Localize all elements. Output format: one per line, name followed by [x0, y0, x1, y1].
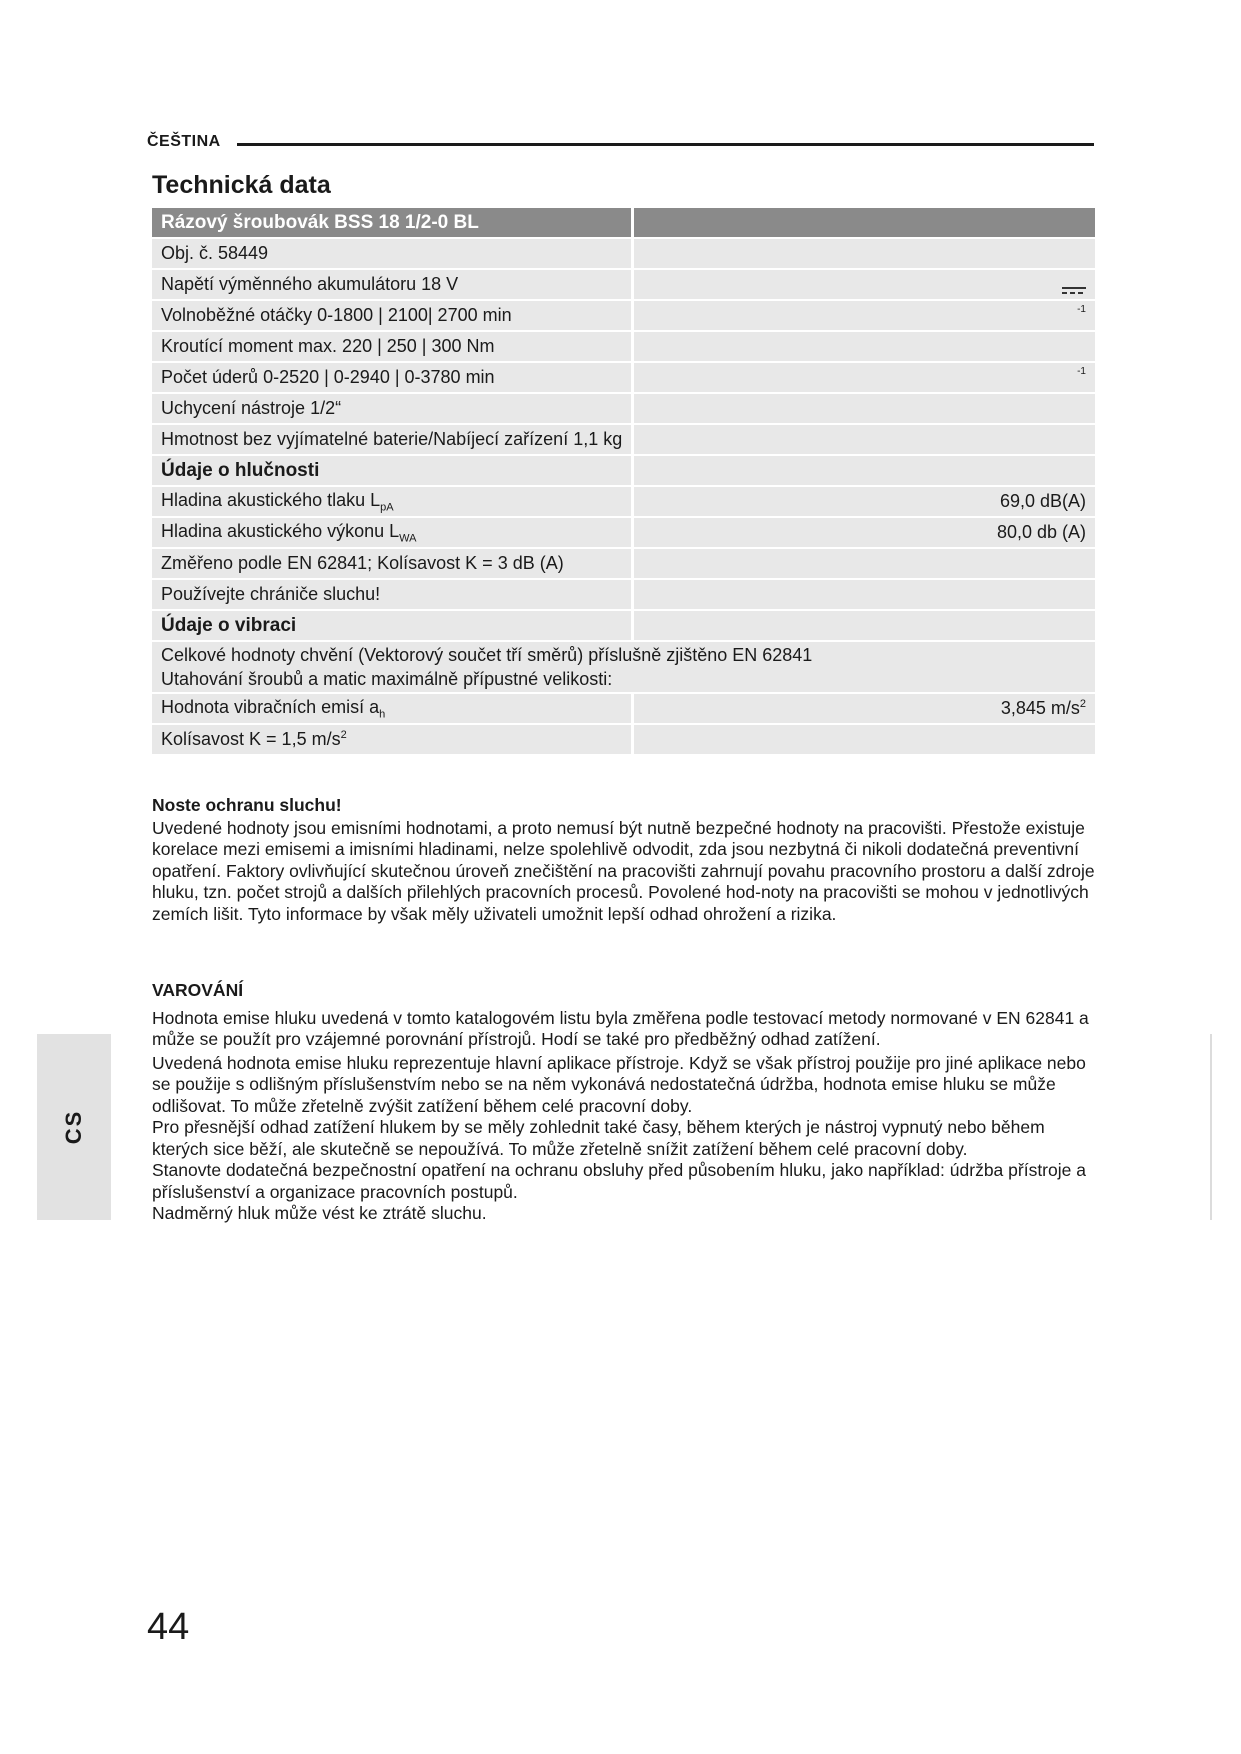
sound-power-label: Hladina akustického výkonu L [161, 520, 400, 541]
sound-pressure-subscript: pA [380, 501, 394, 514]
impact-rate-unit: -1 [1077, 366, 1086, 377]
warning-paragraph: Pro přesnější odhad zatížení hlukem by se měly zohlednit také časy, během kterých je nástroj vypnutý nebo během kterých sice běží, ale skutečně se nepoužívá. To může zřetelně snížit zatížení během celé pracovní doby. [152, 1117, 1045, 1159]
page-title: Technická data [152, 171, 331, 199]
page-edge-mark [1210, 1034, 1212, 1220]
hearing-notice-text: Uvedené hodnoty jsou emisními hodnotami, a proto nemusí být nutně bezpečné hodnoty na pracovišti. Přestože existuje korelace mezi emisemi a imisními hladinami, nelze spolehlivě odvodit, zda jsou nezbytná či nikoli dodatečná preventivní opatření. Faktory ovlivňující skutečnou úroveň znečištění na pracovišti zahrnují povahu pracovního prostoru a další zdroje hluku, tzn. počet strojů a dalších přilehlých pracovních procesů. Povolené hod-noty na pracovišti se mohou v jednotlivých zemích lišit. Tyto informace by však měly uživateli umožnit lepší odhad ohrožení a rizika. [152, 817, 1095, 924]
vibration-emission-value: 3,845 m/s [1000, 698, 1080, 718]
sound-power-value: 80,0 db (A) [631, 518, 1095, 547]
measured-standard: Změřeno podle EN 62841; Kolísavost K = 3 dB (A) [152, 549, 631, 578]
warning-heading: VAROVÁNÍ [152, 980, 244, 1000]
table-row [152, 725, 1095, 754]
idle-speed: Volnoběžné otáčky 0-1800 | 2100| 2700 min [152, 301, 631, 330]
hearing-notice [152, 795, 1097, 925]
order-number: Obj. č. 58449 [152, 239, 631, 268]
sound-power-subscript: WA [399, 532, 417, 545]
vibration-uncertainty-superscript: 2 [340, 729, 347, 741]
direct-current-icon [1062, 287, 1086, 294]
table-row [152, 208, 1095, 237]
warning-block [152, 980, 1097, 1225]
table-row [152, 301, 1095, 330]
warning-paragraph: Uvedená hodnota emise hluku reprezentuje hlavní aplikace přístroje. Když se však přístroj použije pro jiné aplikace nebo se použije s odlišným příslušenstvím nebo se na něm vykonává nedostatečná údržba, hodnota emise hluku se může odlišovat. To může zřetelně zvýšit zatížení během celé pracovní doby. [152, 1052, 1086, 1116]
vibration-uncertainty: Kolísavost K = 1,5 m/s [161, 729, 341, 749]
language-header: ČEŠTINA [147, 133, 221, 150]
language-code: CS [61, 1109, 86, 1145]
vibration-total-line2: Utahování šroubů a matic maximálně přípustné velikosti: [161, 669, 613, 689]
vibration-section-heading: Údaje o vibraci [152, 611, 631, 640]
noise-section-heading: Údaje o hlučnosti [152, 456, 631, 485]
max-torque: Kroutící moment max. 220 | 250 | 300 Nm [152, 332, 631, 361]
product-name: Rázový šroubovák BSS 18 1/2-0 BL [152, 208, 631, 237]
warning-paragraph: Hodnota emise hluku uvedená v tomto katalogovém listu byla změřena podle testovací metody normované v EN 62841 a může se použít pro vzájemné porovnání přístrojů. Hodí se také pro předběžný odhad zatížení. [152, 1007, 1089, 1049]
vibration-emission-superscript: 2 [1079, 698, 1086, 710]
table-row [152, 694, 1095, 723]
tool-holder: Uchycení nástroje 1/2“ [152, 394, 631, 423]
warning-paragraph: Stanovte dodatečná bezpečnostní opatření na ochranu obsluhy před působením hluku, jako například: údržba přístroje a příslušenství a organizace pracovních postupů. [152, 1160, 1086, 1202]
table-row [152, 239, 1095, 268]
hearing-protection: Používejte chrániče sluchu! [152, 580, 631, 609]
warning-paragraph: Nadměrný hluk může vést ke ztrátě sluchu. [152, 1203, 487, 1223]
page-number: 44 [147, 1606, 190, 1648]
table-row [152, 580, 1095, 609]
hearing-notice-heading: Noste ochranu sluchu! [152, 795, 342, 815]
table-row [152, 425, 1095, 454]
table-row [152, 549, 1095, 578]
vibration-emission-label: Hodnota vibračních emisí a [161, 696, 380, 717]
sound-pressure-label: Hladina akustického tlaku L [161, 489, 381, 510]
table-row [152, 270, 1095, 299]
table-row [152, 487, 1095, 516]
table-row [152, 332, 1095, 361]
vibration-emission-subscript: h [379, 708, 386, 721]
table-row [152, 363, 1095, 392]
header-rule [237, 143, 1094, 146]
language-side-tab [37, 1034, 111, 1220]
table-row [152, 642, 1095, 692]
battery-voltage: Napětí výměnného akumulátoru 18 V [152, 270, 631, 299]
spec-table [152, 206, 1095, 756]
impact-rate: Počet úderů 0-2520 | 0-2940 | 0-3780 min [152, 363, 631, 392]
table-row [152, 394, 1095, 423]
vibration-total-line1: Celkové hodnoty chvění (Vektorový součet tří směrů) příslušně zjištěno EN 62841 [161, 645, 813, 665]
weight: Hmotnost bez vyjímatelné baterie/Nabíjecí zařízení 1,1 kg [152, 425, 631, 454]
idle-speed-unit: -1 [1077, 304, 1086, 315]
sound-pressure-value: 69,0 dB(A) [631, 487, 1095, 516]
table-row [152, 518, 1095, 547]
table-row [152, 456, 1095, 485]
table-row [152, 611, 1095, 640]
